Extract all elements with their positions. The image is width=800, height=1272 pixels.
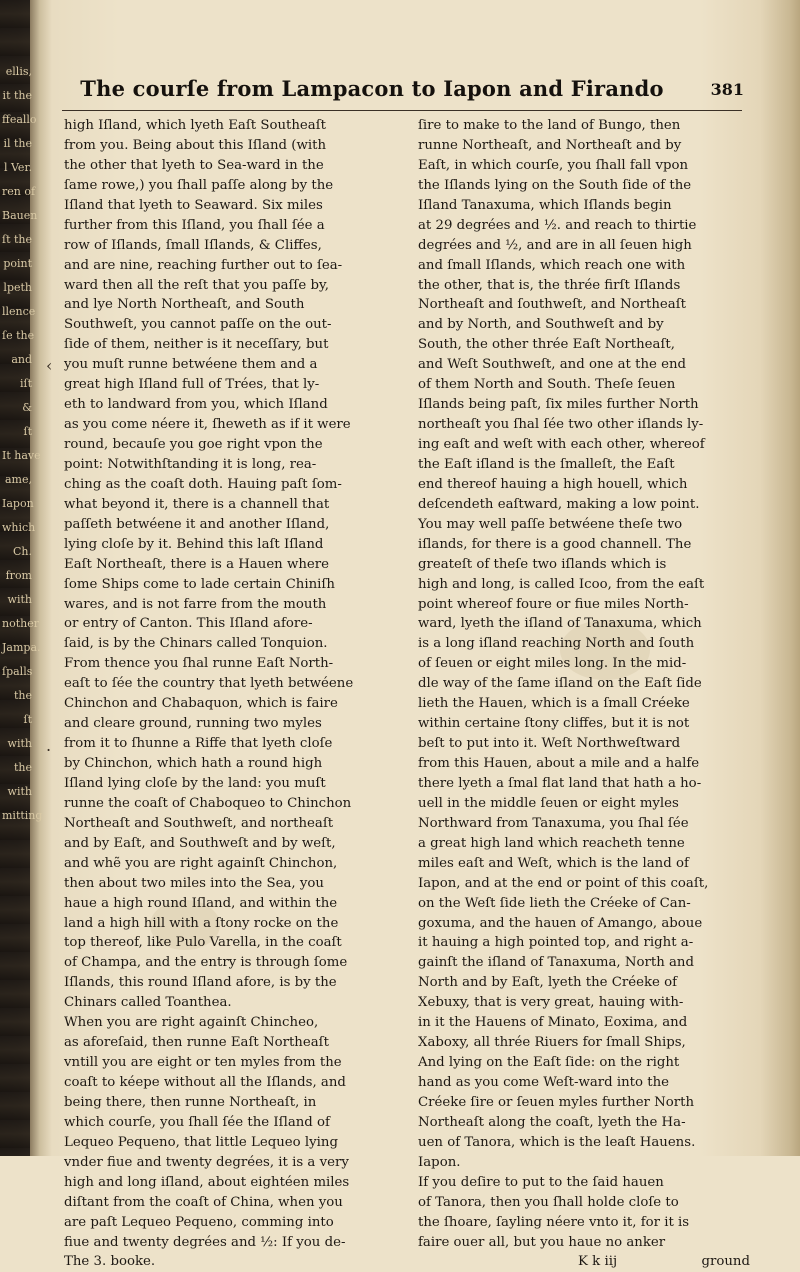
text-line: paſſeth betwéene it and another Iſland, <box>64 516 330 532</box>
margin-mark: ‹ <box>46 356 53 375</box>
text-line: northeaſt you ſhal ſée two other iſlands ly- <box>418 417 704 433</box>
text-line: vntill you are eight or ten myles from the <box>64 1055 342 1071</box>
text-line: Créeke ſire or ſeuen myles further North <box>418 1094 695 1110</box>
text-line: wares, and is not farre from the mouth <box>64 596 327 612</box>
facing-edge-fragment: iſt <box>19 377 32 390</box>
text-line: Lequeo Pequeno, that little Lequeo lying <box>64 1134 338 1150</box>
text-line: and by Eaſt, and Southweſt and by weſt, <box>64 835 336 851</box>
text-line: Iſland Tanaxuma, which Iſlands begin <box>418 197 672 213</box>
text-line: ſire to make to the land of Bungo, then <box>418 118 681 133</box>
text-line: From thence you ſhal runne Eaſt North- <box>64 656 334 672</box>
text-line: of ſeuen or eight miles long. In the mid- <box>418 656 687 672</box>
text-line: row of Iſlands, ſmall Iſlands, & Cliffes, <box>64 237 322 253</box>
text-line: by Chinchon, which hath a round high <box>64 756 323 771</box>
signature-mark: The 3. booke. <box>64 1254 156 1270</box>
text-line: end thereof hauing a high houell, which <box>418 476 688 492</box>
text-line: and cleare ground, running two myles <box>64 716 322 732</box>
facing-edge-fragment: Iapon <box>2 497 34 510</box>
text-line: Iapon. <box>418 1154 461 1170</box>
text-line: Chinars called Toanthea. <box>64 995 232 1011</box>
facing-edge-fragment: l Ver. <box>3 161 32 174</box>
text-line: a great high land which reacheth tenne <box>418 835 685 851</box>
text-line: haue a high round Iſland, and within the <box>64 895 338 911</box>
facing-edge-fragment: the <box>13 689 32 702</box>
margin-mark: . <box>46 736 52 755</box>
signature-line <box>418 1252 758 1272</box>
text-line: runne Northeaſt, and Northeaſt and by <box>418 137 682 153</box>
text-line: of Tanora, then you ſhall holde cloſe to <box>418 1194 679 1210</box>
facing-edge-fragment: lpeth <box>3 281 32 294</box>
facing-edge-fragment: ſt the <box>2 233 33 246</box>
text-line: iſlands, for there is a good channell. The <box>418 536 692 552</box>
text-line: you muſt runne betwéene them and a <box>64 357 318 373</box>
text-line: uen of Tanora, which is the leaſt Hauens. <box>418 1134 696 1150</box>
text-line: on the Weſt ſide lieth the Créeke of Can- <box>418 895 691 911</box>
text-line: ſome Ships come to lade certain Chiniſh <box>64 576 335 592</box>
facing-edge-fragment: point <box>3 257 32 270</box>
text-line: the other, that is, the thrée firſt Iſlands <box>418 277 681 293</box>
text-line: high and long iſland, about eightéen miles <box>64 1174 350 1190</box>
text-line: ſaid, is by the Chinars called Tonquion. <box>64 636 328 652</box>
text-line: diſtant from the coaſt of China, when you <box>64 1194 343 1210</box>
text-line: hand as you come Weſt-ward into the <box>418 1075 670 1090</box>
text-line: ſide of them, neither is it neceſſary, but <box>64 337 329 353</box>
text-line: land a high hill with a ſtony rocke on the <box>64 915 339 931</box>
facing-edge-fragment: llence <box>2 305 36 318</box>
text-line: of them North and South. Theſe ſeuen <box>418 377 676 393</box>
left-text-column <box>64 116 409 1272</box>
text-line: Northward from Tanaxuma, you ſhal ſée <box>418 815 689 831</box>
text-line: the ſhoare, ſayling néere vnto it, for it is <box>418 1214 690 1230</box>
text-line: Iſland that lyeth to Seaward. Six miles <box>64 197 323 213</box>
facing-edge-fragment: ffeallo <box>2 113 37 126</box>
text-line: the Eaſt iſland is the ſmalleſt, the Eaſt <box>418 456 675 472</box>
text-line: If you deſire to put to the ſaid hauen <box>418 1174 664 1190</box>
text-line: Chinchon and Chabaquon, which is faire <box>64 696 338 712</box>
text-line: dle way of the ſame iſland on the Eaſt ſide <box>418 676 702 692</box>
text-line: ward, lyeth the iſland of Tanaxuma, which <box>418 616 702 632</box>
page-title: The courſe from Lampacon to Iapon and Firando <box>80 76 664 101</box>
facing-edge-fragment: ſe the <box>2 329 35 342</box>
text-line: Northeaſt along the coaſt, lyeth the Ha- <box>418 1114 686 1130</box>
text-line: Southweſt, you cannot paſſe on the out- <box>64 317 332 333</box>
text-line: within certaine ſtony cliffes, but it is not <box>418 716 690 732</box>
facing-edge-fragment: it the <box>2 89 32 102</box>
facing-edge-fragment: from <box>5 569 32 582</box>
facing-edge-fragment: ellis, <box>5 65 32 78</box>
text-line: deſcendeth eaſtward, making a low point. <box>418 496 700 512</box>
text-line: of Champa, and the entry is through ſome <box>64 955 348 971</box>
text-line: round, becauſe you goe right vpon the <box>64 437 323 452</box>
facing-page-edge-text <box>2 60 43 822</box>
right-text-column <box>418 116 758 1272</box>
text-line: high and long, is called Icoo, from the eaſt <box>418 576 705 592</box>
text-line: is a long iſland reaching North and ſouth <box>418 636 695 652</box>
text-line: the Iſlands lying on the South ſide of the <box>418 177 692 193</box>
facing-edge-fragment: It have <box>2 449 41 462</box>
text-line: When you are right againſt Chincheo, <box>64 1015 319 1031</box>
facing-edge-fragment: and <box>11 353 32 366</box>
text-line: the other that lyeth to Sea-ward in the <box>64 157 324 173</box>
text-line: being there, then runne Northeaſt, in <box>64 1094 317 1110</box>
text-line: as you come néere it, ſheweth as if it were <box>64 417 351 433</box>
text-line: top thereof, like Pulo Varella, in the coaſt <box>64 935 342 951</box>
text-line: Northeaſt and Southweſt, and northeaſt <box>64 815 334 831</box>
text-line: South, the other thrée Eaſt Northeaſt, <box>418 337 675 353</box>
text-line: lying cloſe by it. Behind this laſt Iſland <box>64 536 324 552</box>
text-line: and ſmall Iſlands, which reach one with <box>418 257 686 273</box>
text-line: runne the coaſt of Chaboqueo to Chinchon <box>64 795 352 811</box>
text-line: greateſt of theſe two iſlands which is <box>418 556 667 572</box>
text-line: You may well paſſe betwéene theſe two <box>418 516 683 532</box>
facing-edge-fragment: with <box>7 737 32 750</box>
text-line: lieth the Hauen, which is a ſmall Créeke <box>418 696 690 712</box>
facing-edge-fragment: ren of <box>2 185 36 198</box>
catchword: ground <box>701 1254 750 1270</box>
signature-mark: K k iij <box>578 1254 618 1270</box>
facing-edge-fragment: ſt <box>23 713 32 726</box>
text-line: and are nine, reaching further out to ſea- <box>64 257 343 273</box>
text-line: vnder fiue and twenty degrées, it is a very <box>64 1154 349 1170</box>
text-line: further from this Iſland, you ſhall ſée a <box>64 217 325 233</box>
text-line: great high Iſland full of Trées, that ly- <box>64 377 320 393</box>
text-line: Iſland lying cloſe by the land: you muſt <box>64 775 326 791</box>
text-line: at 29 degrées and ½. and reach to thirtie <box>418 217 697 233</box>
text-line: eth to landward from you, which Iſland <box>64 397 328 413</box>
text-line: ching as the coaſt doth. Hauing paſt ſom- <box>64 476 342 492</box>
text-line: ward then all the reſt that you paſſe by, <box>64 277 329 293</box>
text-line: miles eaſt and Weſt, which is the land of <box>418 855 689 871</box>
facing-edge-fragment: Ch. <box>13 545 32 558</box>
head-rule <box>62 110 742 111</box>
text-line: Northeaſt and ſouthweſt, and Northeaſt <box>418 297 686 313</box>
text-line: gainſt the iſland of Tanaxuma, North and <box>418 955 695 971</box>
text-line: And lying on the Eaſt ſide: on the right <box>418 1055 680 1071</box>
text-line: are paſt Lequeo Pequeno, comming into <box>64 1214 334 1230</box>
text-line: Xaboxy, all thrée Riuers for ſmall Ships, <box>418 1035 686 1051</box>
text-line: which courſe, you ſhall ſée the Iſland of <box>64 1114 330 1130</box>
text-line: Iapon, and at the end or point of this coaſt, <box>418 875 709 891</box>
text-line: from you. Being about this Iſland (with <box>64 137 327 153</box>
text-line: Iſlands, this round Iſland afore, is by the <box>64 975 337 991</box>
facing-edge-fragment: which <box>2 521 36 534</box>
facing-edge-fragment: the <box>13 761 32 774</box>
facing-edge-fragment: mitting <box>2 809 43 822</box>
signature-line <box>64 1252 409 1272</box>
text-line: and lye North Northeaſt, and South <box>64 297 305 313</box>
facing-edge-fragment: ame, <box>5 473 32 486</box>
facing-edge-fragment: il the <box>3 137 32 150</box>
running-head <box>62 72 762 108</box>
page-number: 381 <box>710 80 744 99</box>
text-line: North and by Eaſt, lyeth the Créeke of <box>418 975 678 991</box>
facing-edge-fragment: with <box>7 785 32 798</box>
facing-edge-fragment: nother <box>2 617 39 630</box>
text-line: what beyond it, there is a channell that <box>64 496 330 512</box>
text-line: Eaſt, in which courſe, you ſhall fall vpon <box>418 157 689 173</box>
text-line: fiue and twenty degrées and ½: If you de- <box>64 1234 346 1250</box>
facing-edge-fragment: & <box>22 401 32 414</box>
text-line: it hauing a high pointed top, and right a- <box>418 935 694 951</box>
text-line: point whereof foure or fiue miles North- <box>418 596 689 612</box>
text-line: then about two miles into the Sea, you <box>64 875 324 891</box>
text-line: Iſlands being paſt, ſix miles further North <box>418 397 699 413</box>
text-line: from this Hauen, about a mile and a halfe <box>418 756 700 771</box>
facing-edge-fragment: Bauen <box>2 209 38 222</box>
text-line: high Iſland, which lyeth Eaſt Southeaſt <box>64 118 326 133</box>
text-line: faire ouer all, but you haue no anker <box>418 1234 666 1250</box>
facing-edge-fragment: with <box>7 593 32 606</box>
text-line: coaſt to kéepe without all the Iſlands, and <box>64 1075 346 1090</box>
text-line: as aforeſaid, then runne Eaſt Northeaſt <box>64 1035 329 1051</box>
text-line: ing eaſt and weſt with each other, whereof <box>418 437 705 452</box>
text-line: Eaſt Northeaſt, there is a Hauen where <box>64 556 330 572</box>
facing-edge-fragment: ſt <box>23 425 32 438</box>
text-line: goxuma, and the hauen of Amango, aboue <box>418 915 703 931</box>
text-line: from it to ſhunne a Riffe that lyeth cloſe <box>64 736 333 752</box>
text-line: degrées and ½, and are in all ſeuen high <box>418 237 692 253</box>
facing-edge-fragment: Jampa. <box>2 641 41 654</box>
text-line: and by North, and Southweſt and by <box>418 317 664 333</box>
text-line: eaſt to ſée the country that lyeth betwéene <box>64 676 354 692</box>
text-line: Xebuxy, that is very great, hauing with- <box>418 995 684 1011</box>
text-line: ſame rowe,) you ſhall paſſe along by the <box>64 177 334 193</box>
text-line: there lyeth a ſmal flat land that hath a ho- <box>418 775 702 791</box>
text-line: and Weſt Southweſt, and one at the end <box>418 357 687 373</box>
facing-edge-fragment: ſpalls <box>2 665 33 678</box>
text-line: beſt to put into it. Weſt Northweſtward <box>418 736 681 752</box>
text-line: point: Notwithſtanding it is long, rea- <box>64 456 317 472</box>
text-line: or entry of Canton. This Iſland afore- <box>64 616 313 632</box>
text-line: and whẽ you are right againſt Chinchon, <box>64 855 338 871</box>
text-line: uell in the middle ſeuen or eight myles <box>418 795 679 811</box>
text-line: in it the Hauens of Minato, Eoxima, and <box>418 1015 688 1031</box>
